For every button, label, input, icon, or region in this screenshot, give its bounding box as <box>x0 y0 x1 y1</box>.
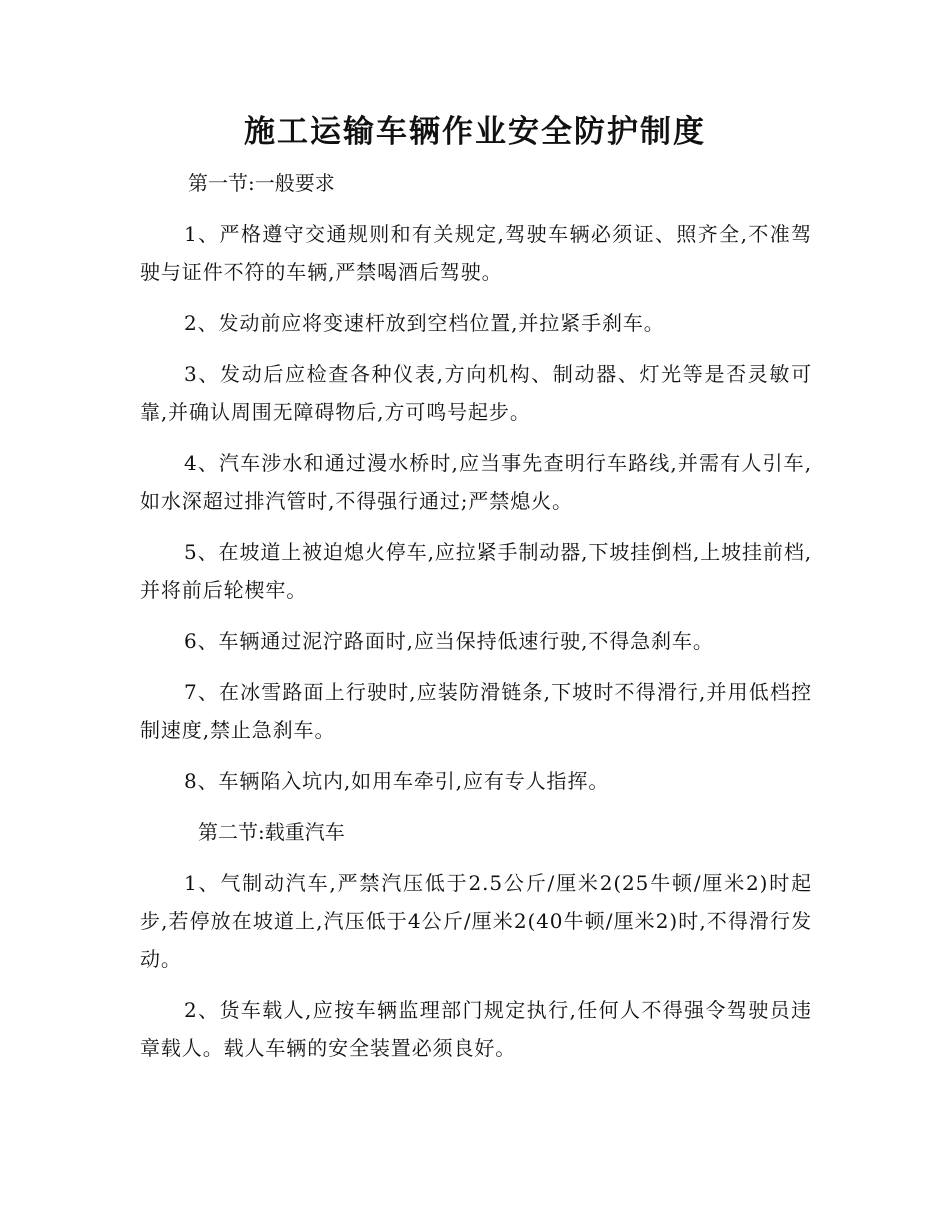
paragraph-item: 5、在坡道上被迫熄火停车,应拉紧手制动器,下坡挂倒档,上坡挂前档,并将前后轮楔牢。 <box>140 540 812 602</box>
paragraph-item: 1、严格遵守交通规则和有关规定,驾驶车辆必须证、照齐全,不准驾驶与证件不符的车辆,严禁喝酒后驾驶。 <box>140 222 812 284</box>
paragraph-item: 8、车辆陷入坑内,如用车牵引,应有专人指挥。 <box>184 769 610 793</box>
paragraph-item: 2、发动前应将变速杆放到空档位置,并拉紧手刹车。 <box>184 311 665 335</box>
paragraph-item: 2、货车载人,应按车辆监理部门规定执行,任何人不得强令驾驶员违章载人。载人车辆的安全装置必须良好。 <box>140 998 812 1060</box>
document-title: 施工运输车辆作业安全防护制度 <box>244 114 706 150</box>
section-heading-truck: 第二节:载重汽车 <box>198 820 345 844</box>
paragraph-item: 1、气制动汽车,严禁汽压低于2.5公斤/厘米2(25牛顿/厘米2)时起步,若停放在坡道上,汽压低于4公斤/厘米2(40牛顿/厘米2)时,不得滑行发动。 <box>140 871 812 971</box>
paragraph-item: 7、在冰雪路面上行驶时,应装防滑链条,下坡时不得滑行,并用低档控制速度,禁止急刹车。 <box>140 680 812 742</box>
paragraph-item: 6、车辆通过泥泞路面时,应当保持低速行驶,不得急刹车。 <box>184 629 714 653</box>
paragraph-item: 4、汽车涉水和通过漫水桥时,应当事先查明行车路线,并需有人引车,如水深超过排汽管时,不得强行通过;严禁熄火。 <box>140 451 812 513</box>
document-body <box>140 164 812 1067</box>
section-heading-general: 第一节:一般要求 <box>188 171 335 195</box>
paragraph-item: 3、发动后应检查各种仪表,方向机构、制动器、灯光等是否灵敏可靠,并确认周围无障碍物后,方可鸣号起步。 <box>140 362 812 424</box>
